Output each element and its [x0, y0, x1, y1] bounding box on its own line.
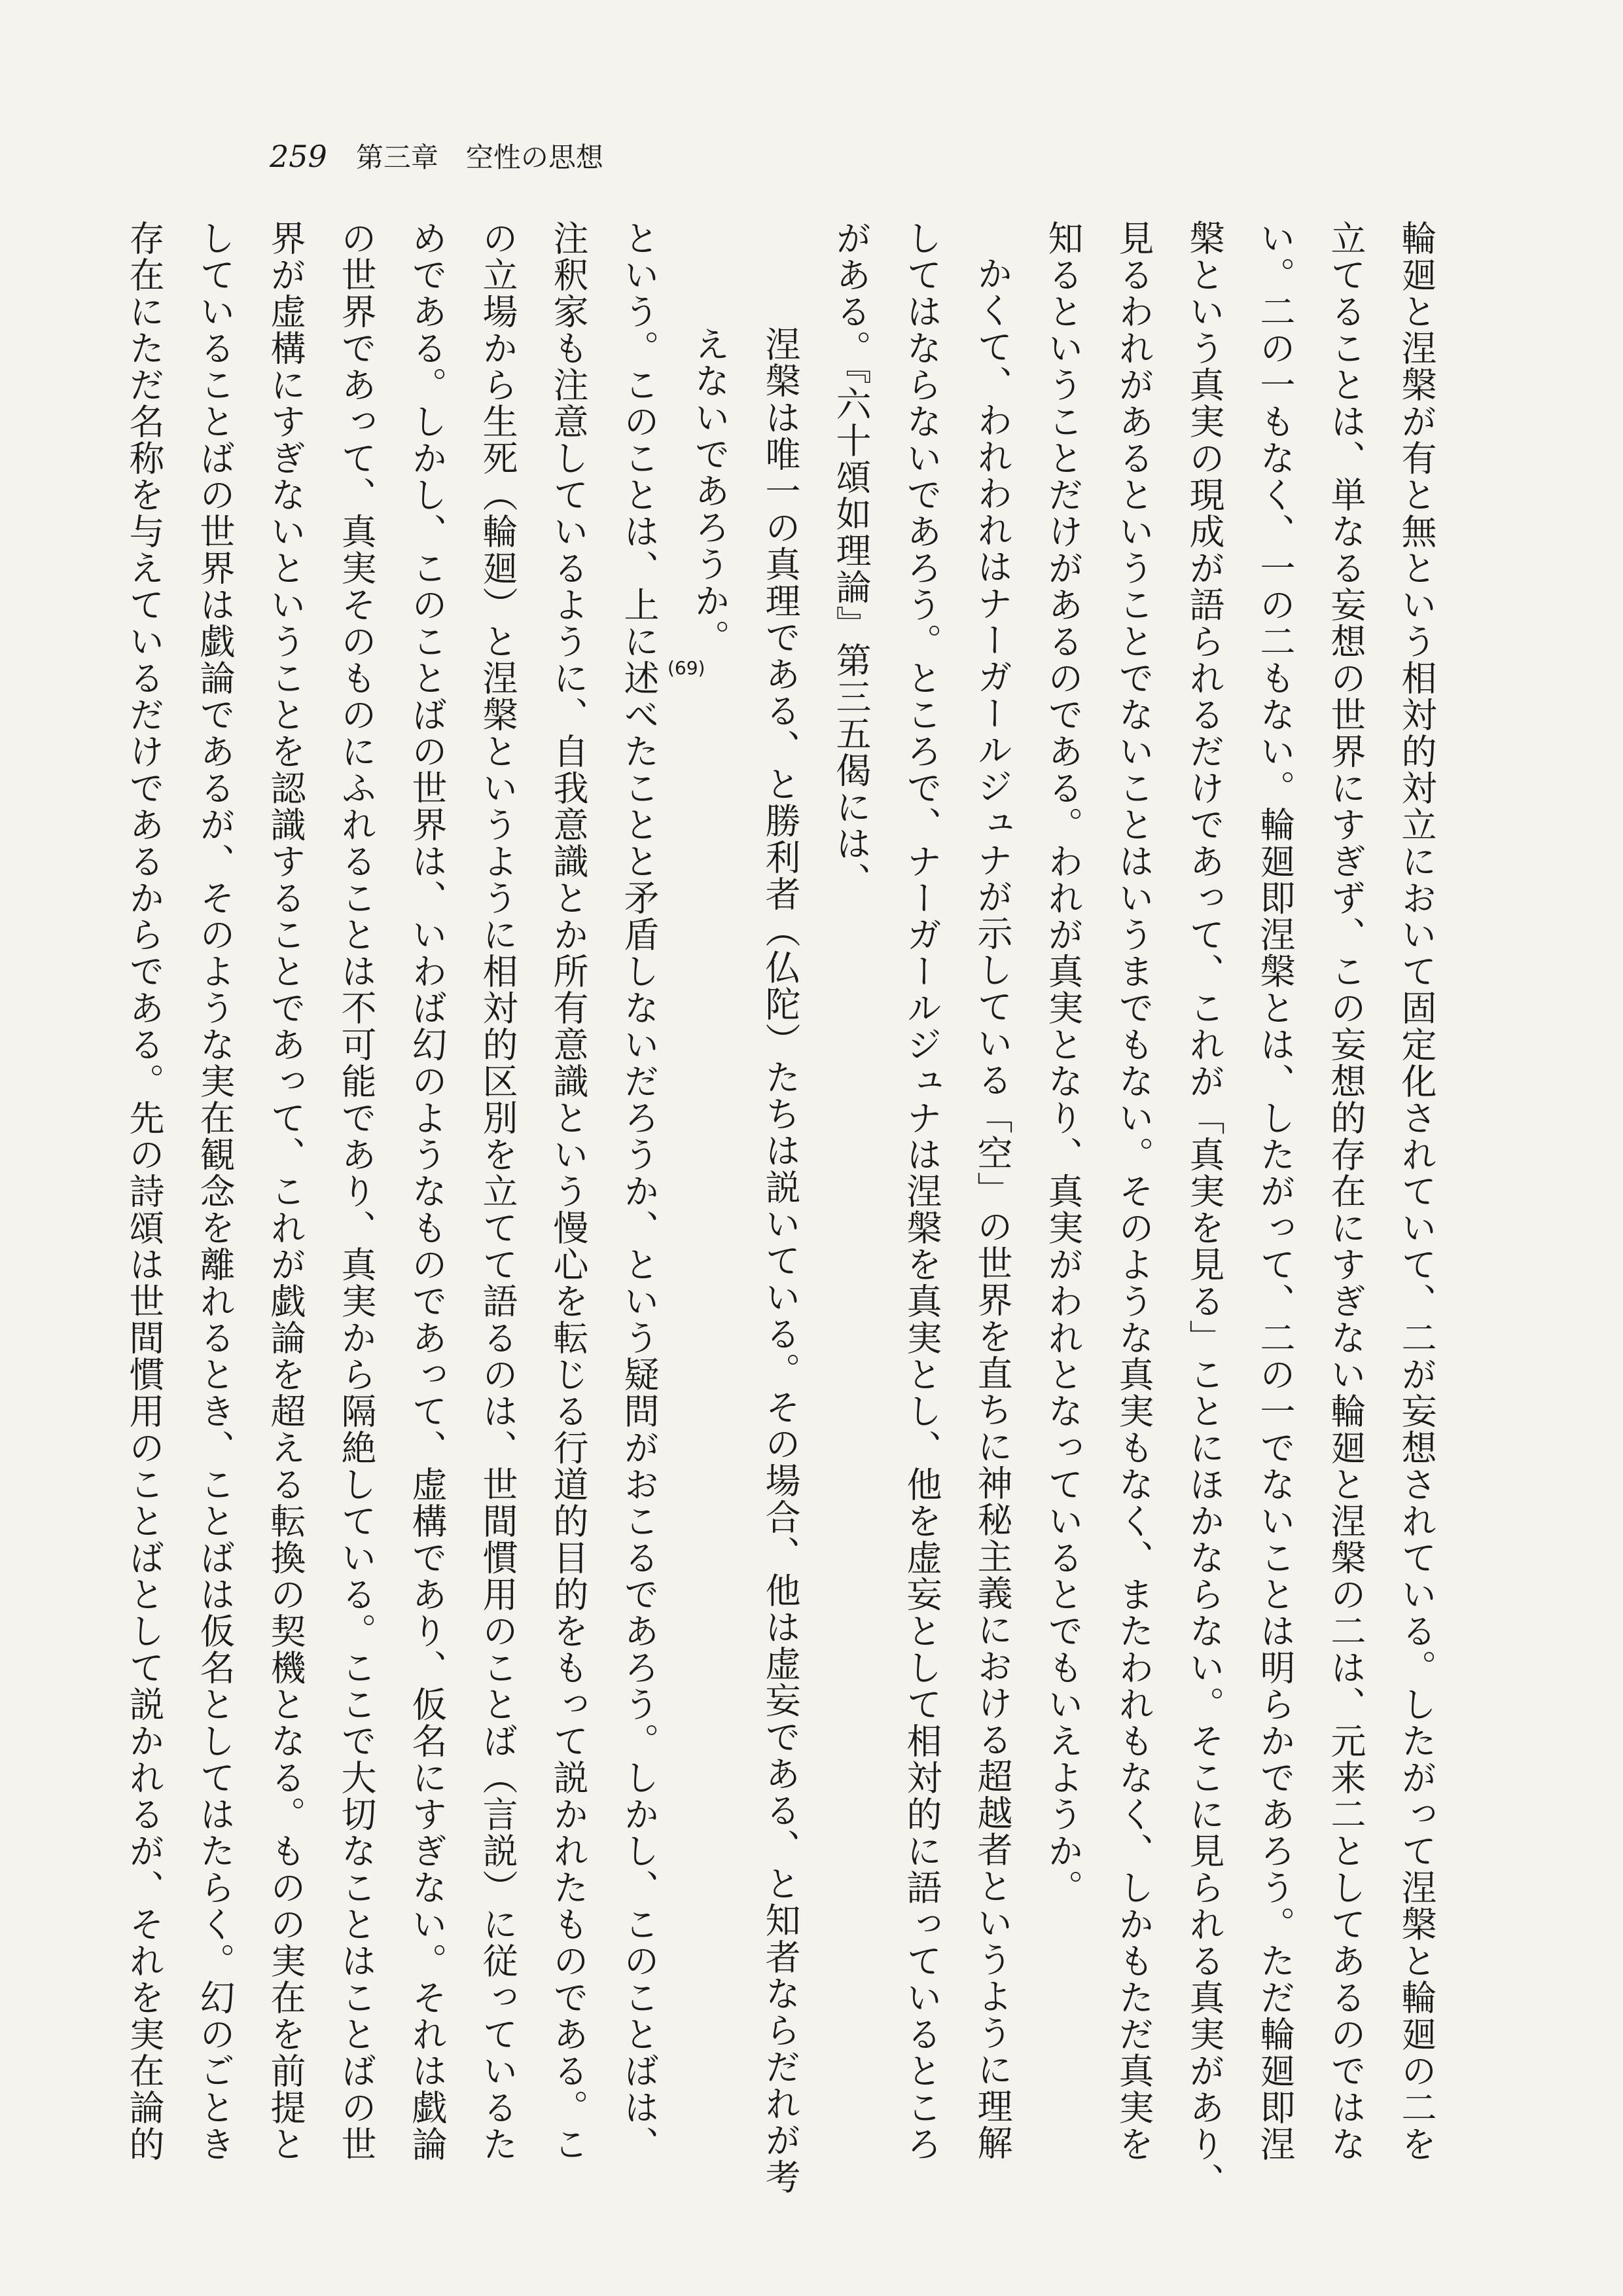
- text-line: い。二の一もなく、一の二もない。輪廻即涅槃とは、したがって、二の一でないことは明らかであろう。ただ輪廻即涅: [1255, 220, 1296, 2162]
- text-line: めである。しかし、このことばの世界は、いわば幻のようなものであって、虚構であり、仮名にすぎない。それは戯論: [406, 220, 448, 2162]
- vertical-text-body: [109, 220, 1452, 2199]
- text-line: 界が虚構にすぎないということを認識することであって、これが戯論を超える転換の契機となる。ものの実在を前提と: [265, 220, 306, 2162]
- text-line: [533, 220, 603, 2162]
- text-line: 輪廻と涅槃が有と無という相対的対立において固定化されていて、二が妄想されている。したがって涅槃と輪廻の二を: [1396, 220, 1437, 2162]
- text-line: 槃という真実の現成が語られるだけであって、これが「真実を見る」ことにほかならない。そこに見られる真実があり、: [1184, 220, 1225, 2199]
- text-line: がある。『六十頌如理論』第三五偈には、: [830, 220, 872, 899]
- text-line: してはならないであろう。ところで、ナーガールジュナは涅槃を真実とし、他を虚妄として相対的に語っているところ: [901, 220, 942, 2162]
- text-line: という。このことは、上に述べたことと矛盾しないだろうか、という疑問がおこるであろう。しかし、このことばは、: [618, 220, 660, 2162]
- quote-line: 涅槃は唯一の真理である、と勝利者（仏陀）たちは説いている。その場合、他は虚妄である、と知者ならだれが考: [760, 326, 801, 2195]
- running-header: [270, 136, 603, 175]
- text-line: 見るわれがあるということでないことはいうまでもない。そのような真実もなく、またわれもなく、しかもただ真実を: [1113, 220, 1154, 2162]
- text-line: の立場から生死（輪廻）と涅槃というように相対的区別を立てて語るのは、世間慣用のことば（言説）に従っているた: [477, 220, 518, 2162]
- page-number: 259: [270, 139, 327, 174]
- footnote-reference: (69): [668, 657, 705, 679]
- text-line: 立てることは、単なる妄想の世界にすぎず、この妄想的存在にすぎない輪廻と涅槃の二は、元来二としてあるのではな: [1325, 220, 1366, 2162]
- quote-line: えないであろうか。: [689, 326, 730, 656]
- text-line: の世界であって、真実そのものにふれることは不可能であり、真実から隔絶している。ここで大切なことはことばの世: [336, 220, 377, 2162]
- text-line: かくて、われわれはナーガールジュナが示している「空」の世界を直ちに神秘主義における超越者というように理解: [972, 255, 1013, 2161]
- chapter-title: 第三章 空性の思想: [355, 141, 603, 173]
- text-line: していることばの世界は戯論であるが、そのような実在観念を離れるとき、ことばは仮名としてはたらく。幻のごとき: [194, 220, 236, 2162]
- text-line: 存在にただ名称を与えているだけであるからである。先の詩頌は世間慣用のことばとして説かれるが、それを実在論的: [124, 220, 165, 2162]
- text-line: 知るということだけがあるのである。われが真実となり、真実がわれとなっているとでもいえようか。: [1043, 220, 1084, 1906]
- text-line-part: 注釈家も注意しているように、自我意識とか所有意識という慢心を転じる行道的目的をもって説かれたものである。こ: [548, 220, 589, 2162]
